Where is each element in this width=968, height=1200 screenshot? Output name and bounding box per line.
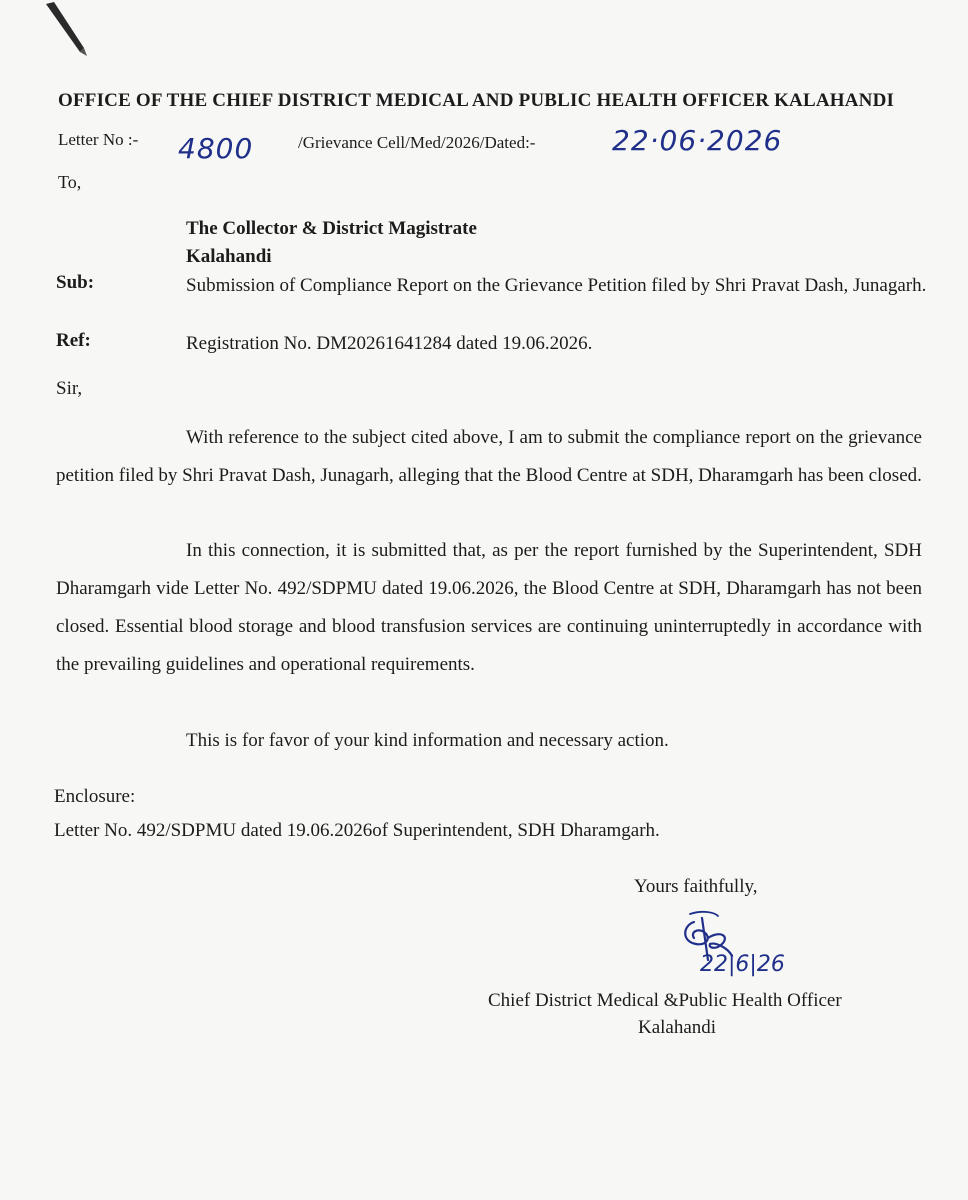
addressee-line2: Kalahandi: [186, 246, 272, 267]
signatory-place: Kalahandi: [638, 1017, 717, 1038]
body-paragraph-3: This is for favor of your kind information and necessary action.: [186, 730, 669, 751]
reference-label: Ref:: [56, 330, 91, 351]
reference-text: Registration No. DM20261641284 dated 19.06.2026.: [186, 333, 593, 354]
signature-date: 22|6|26: [700, 952, 785, 977]
to-label: To,: [58, 172, 82, 192]
date-handwritten: 22·06·2026: [612, 124, 783, 157]
enclosure-label: Enclosure:: [54, 786, 136, 807]
enclosure-text: Letter No. 492/SDPMU dated 19.06.2026of Superintendent, SDH Dharamgarh.: [54, 820, 660, 841]
closing-text: Yours faithfully,: [634, 876, 758, 897]
signatory-title: Chief District Medical &Public Health Officer: [488, 990, 842, 1011]
letter-no-label: Letter No :-: [58, 130, 139, 149]
salutation: Sir,: [56, 378, 83, 399]
letter-no-handwritten: 4800: [178, 132, 254, 165]
addressee-line1: The Collector & District Magistrate: [186, 218, 477, 239]
reference-suffix: /Grievance Cell/Med/2026/Dated:-: [298, 133, 536, 152]
subject-label: Sub:: [56, 272, 95, 293]
subject-text: Submission of Compliance Report on the Grievance Petition filed by Shri Pravat Dash, Junagarh.: [186, 275, 927, 296]
body-paragraph-2: In this connection, it is submitted that, as per the report furnished by the Superintendent, SDH Dharamgarh vide Letter No. 492/SDPMU dated 19.06.2026, the Blood Centre at SDH, Dharamgarh has not been closed. Essential blood storage and blood transfusion services are continuing uninterruptedly in accordance with the prevailing guidelines and operational requirements.: [56, 540, 922, 675]
pen-mark-icon: [40, 0, 100, 60]
office-heading: OFFICE OF THE CHIEF DISTRICT MEDICAL AND PUBLIC HEALTH OFFICER KALAHANDI: [58, 90, 895, 111]
body-paragraph-1: With reference to the subject cited above, I am to submit the compliance report on the grievance petition filed by Shri Pravat Dash, Junagarh, alleging that the Blood Centre at SDH, Dharamgarh has been closed.: [56, 427, 922, 486]
